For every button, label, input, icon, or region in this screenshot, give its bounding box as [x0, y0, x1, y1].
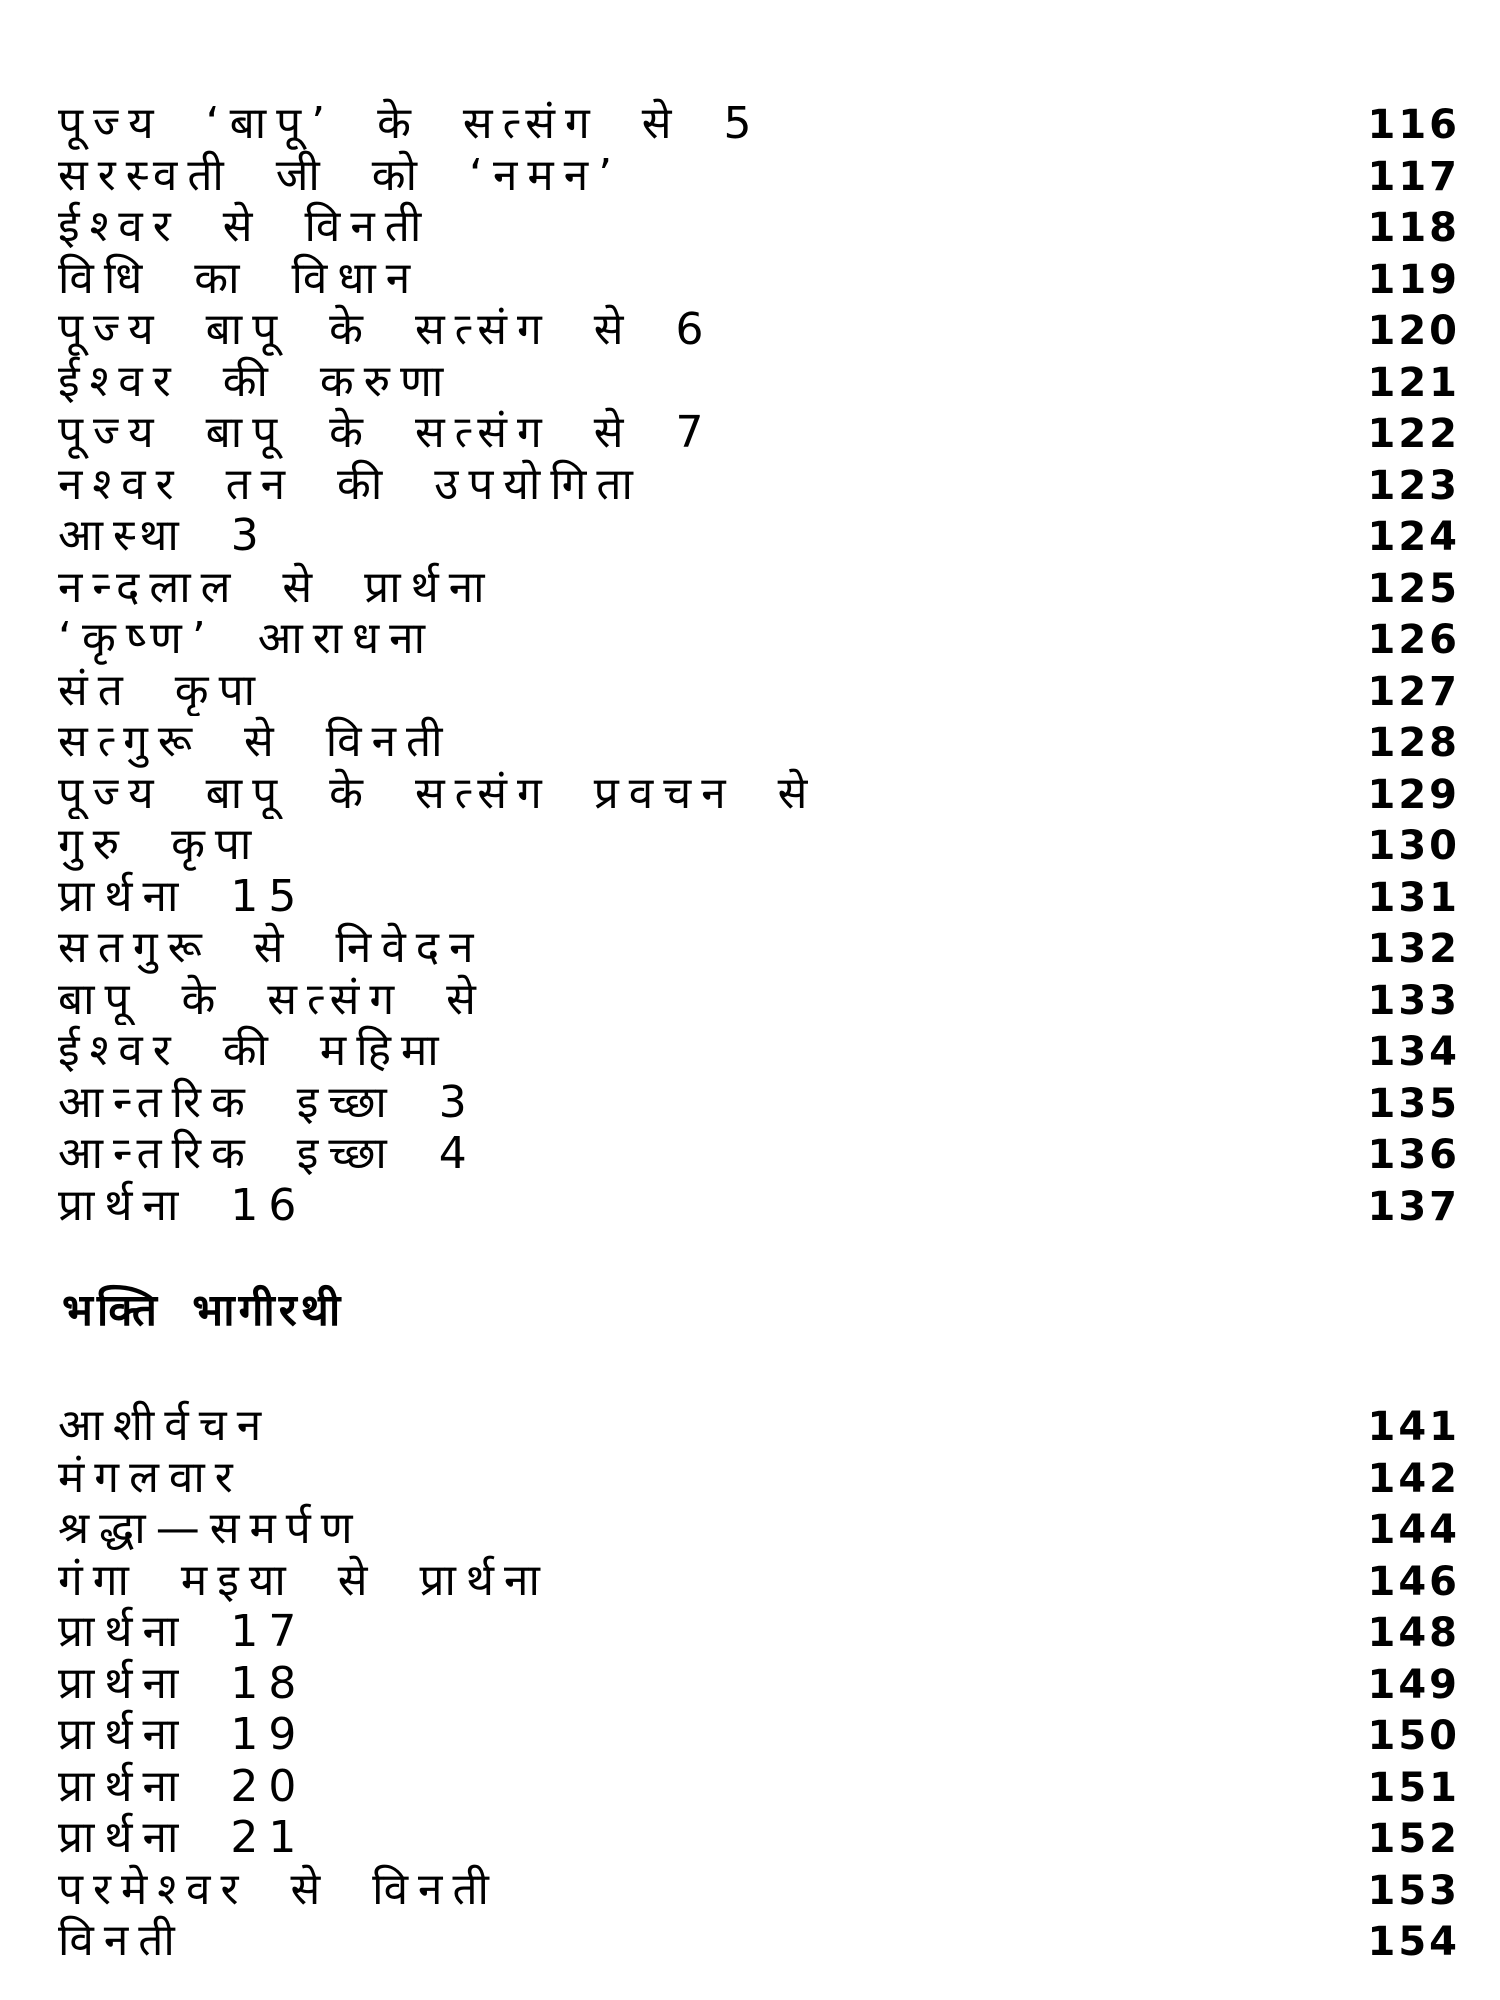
toc-title: पूज्य बापू के सत्संग से 6 [58, 304, 714, 355]
toc-row [58, 1400, 1478, 1452]
toc-title: विनती [58, 1915, 185, 1966]
toc-title: प्रार्थना 21 [58, 1812, 307, 1863]
toc-page-number: 142 [1367, 1455, 1460, 1502]
toc-row [58, 1025, 1478, 1077]
toc-title: सत्गुरू से विनती [58, 716, 453, 767]
toc-row [58, 201, 1478, 253]
toc-title: प्रार्थना 18 [58, 1657, 307, 1709]
section-heading: भक्ति भागीरथी [62, 1285, 345, 1336]
toc-title: विधि का विधान [58, 252, 421, 304]
toc-page-number: 146 [1367, 1558, 1460, 1605]
toc-page-number: 124 [1367, 514, 1460, 560]
toc-page-number: 130 [1367, 823, 1460, 869]
toc-title: प्रार्थना 20 [58, 1760, 307, 1812]
toc-page-number: 131 [1367, 874, 1460, 921]
toc-row [58, 768, 1478, 820]
toc-row [58, 459, 1478, 511]
toc-page-number: 141 [1367, 1404, 1460, 1450]
toc-row [58, 1452, 1478, 1504]
toc-title: सरस्वती जी को ‘नमन’ [58, 149, 623, 201]
toc-title: सतगुरू से निवेदन [58, 922, 484, 973]
toc-page-number: 128 [1367, 720, 1460, 766]
toc-row [58, 1915, 1478, 1967]
toc-title: प्रार्थना 15 [58, 870, 307, 922]
toc-row [58, 665, 1478, 717]
toc-page-number: 154 [1367, 1919, 1460, 1965]
toc-page-number: 120 [1367, 308, 1460, 354]
toc-row [58, 1555, 1478, 1607]
toc-title: आन्तरिक इच्छा 4 [58, 1128, 477, 1179]
toc-row [58, 613, 1478, 665]
toc-row [58, 1606, 1478, 1658]
toc-page-number: 136 [1367, 1132, 1460, 1178]
toc-title: गंगा मइया से प्रार्थना [58, 1554, 550, 1606]
toc-page-number: 125 [1367, 565, 1460, 612]
toc-page-number: 123 [1367, 462, 1460, 509]
toc-row [58, 1180, 1478, 1232]
toc-row [58, 1077, 1478, 1129]
toc-row [58, 1709, 1478, 1761]
toc-page-number: 135 [1367, 1080, 1460, 1127]
toc-title: ईश्वर से विनती [58, 201, 432, 252]
toc-row [58, 1864, 1478, 1916]
toc-title: ‘कृष्ण’ आराधना [58, 613, 435, 664]
toc-title: बापू के सत्संग से [58, 973, 486, 1025]
toc-list-part2 [58, 1400, 1478, 1967]
toc-list-part1 [58, 98, 1478, 1231]
toc-row [58, 356, 1478, 408]
toc-row [58, 253, 1478, 305]
toc-row [58, 1128, 1478, 1180]
toc-row [58, 716, 1478, 768]
toc-title: आस्था 3 [58, 510, 269, 561]
toc-page-number: 148 [1367, 1610, 1460, 1656]
toc-title: परमेश्वर से विनती [58, 1863, 499, 1915]
toc-title: पूज्य ‘बापू’ के सत्संग से 5 [58, 98, 762, 149]
toc-page-number: 152 [1367, 1816, 1460, 1862]
toc-row [58, 871, 1478, 923]
toc-title: ईश्वर की महिमा [58, 1025, 449, 1076]
toc-row [58, 974, 1478, 1026]
toc-row [58, 1658, 1478, 1710]
toc-page-number: 150 [1367, 1713, 1460, 1759]
toc-page-number: 126 [1367, 617, 1460, 663]
toc-page-number: 121 [1367, 359, 1460, 406]
toc-row [58, 819, 1478, 871]
toc-title: प्रार्थना 19 [58, 1709, 307, 1760]
toc-row [58, 510, 1478, 562]
toc-title: पूज्य बापू के सत्संग प्रवचन से [58, 767, 818, 819]
toc-page-number: 122 [1367, 411, 1460, 457]
toc-row [58, 1761, 1478, 1813]
toc-row [58, 150, 1478, 202]
toc-page-number: 134 [1367, 1029, 1460, 1075]
toc-page-number: 133 [1367, 977, 1460, 1024]
toc-title: गुरु कृपा [58, 819, 262, 870]
toc-row [58, 407, 1478, 459]
toc-page-number: 137 [1367, 1183, 1460, 1230]
toc-title: आशीर्वचन [58, 1400, 272, 1451]
toc-page-number: 118 [1367, 205, 1460, 251]
toc-page-number: 129 [1367, 771, 1460, 818]
toc-row [58, 1503, 1478, 1555]
toc-title: आन्तरिक इच्छा 3 [58, 1076, 477, 1128]
toc-title: पूज्य बापू के सत्संग से 7 [58, 407, 714, 458]
toc-row [58, 922, 1478, 974]
toc-title: प्रार्थना 17 [58, 1606, 307, 1657]
toc-row [58, 562, 1478, 614]
toc-title: श्रद्धा—समर्पण [58, 1503, 363, 1554]
toc-page-number: 149 [1367, 1661, 1460, 1708]
toc-row [58, 1812, 1478, 1864]
toc-title: नन्दलाल से प्रार्थना [58, 561, 495, 613]
toc-title: नश्वर तन की उपयोगिता [58, 458, 643, 510]
toc-page-number: 117 [1367, 153, 1460, 200]
toc-title: संत कृपा [58, 664, 265, 716]
toc-title: मंगलवार [58, 1451, 243, 1503]
toc-row [58, 98, 1478, 150]
toc-page-number: 153 [1367, 1867, 1460, 1914]
toc-page-number: 132 [1367, 926, 1460, 972]
toc-page-number: 116 [1367, 102, 1460, 148]
toc-title: प्रार्थना 16 [58, 1179, 307, 1231]
toc-page-number: 144 [1367, 1507, 1460, 1553]
toc-row [58, 304, 1478, 356]
toc-page-number: 151 [1367, 1764, 1460, 1811]
toc-page-number: 127 [1367, 668, 1460, 715]
toc-page-number: 119 [1367, 256, 1460, 303]
toc-title: ईश्वर की करुणा [58, 355, 454, 407]
